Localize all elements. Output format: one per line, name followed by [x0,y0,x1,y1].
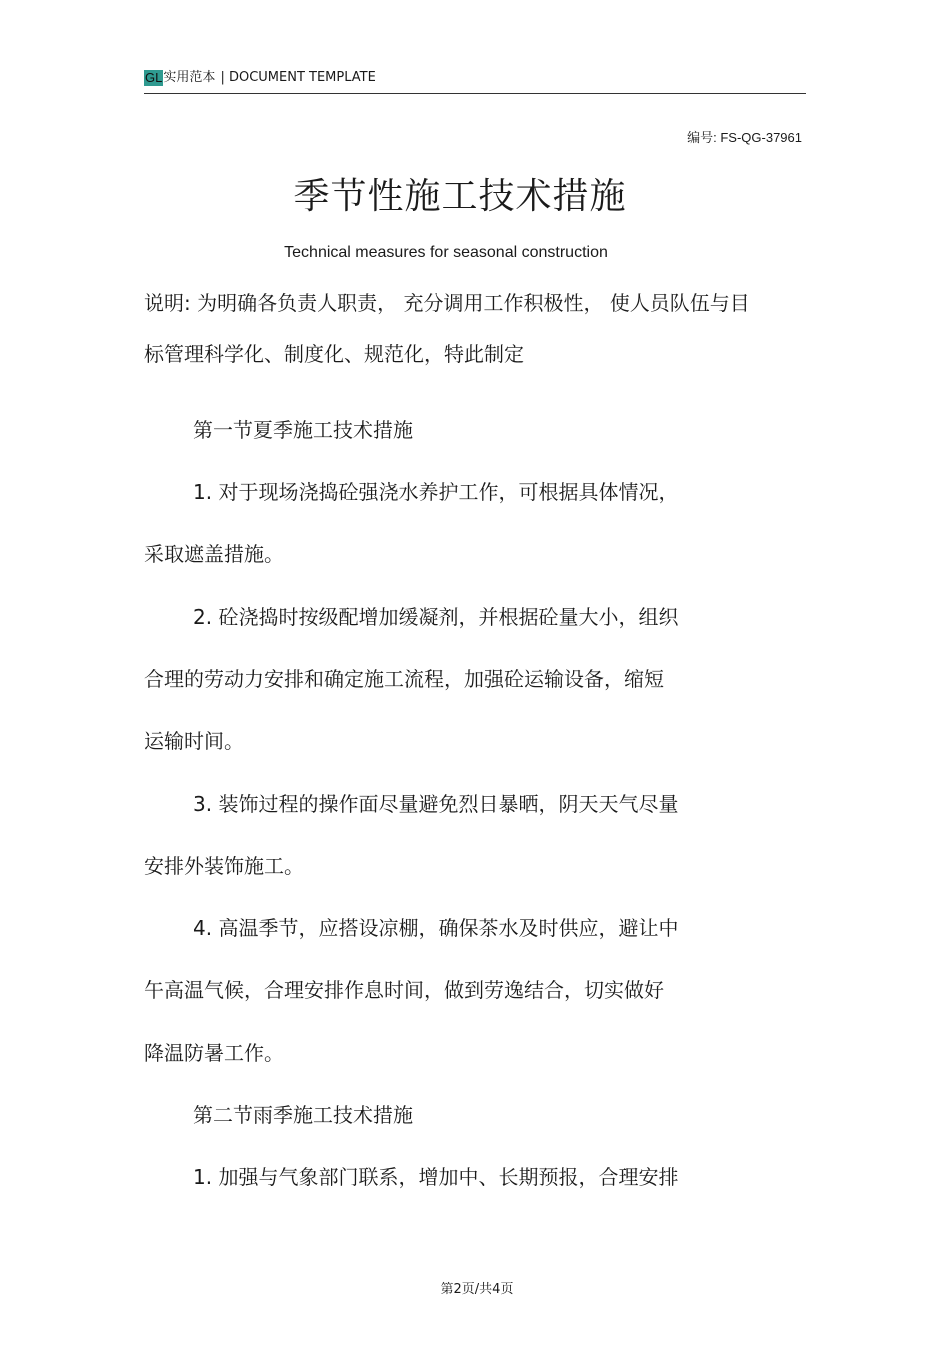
body-line: 1. 对于现场浇捣砼强浇水养护工作，可根据具体情况， [193,480,679,504]
body-line: 4. 高温季节，应搭设凉棚，确保茶水及时供应，避让中 [193,916,679,940]
logo: GL [145,70,163,85]
document-number: 编号: FS-QG-37961 [687,130,802,145]
body-line: 合理的劳动力安排和确定施工流程，加强砼运输设备，缩短 [144,667,664,691]
document-subtitle: Technical measures for seasonal construction [284,244,608,261]
body-line: 采取遮盖措施。 [144,542,284,566]
body-line: 降温防暑工作。 [144,1041,284,1065]
body-line: 2. 砼浇捣时按级配增加缓凝剂，并根据砼量大小，组织 [193,605,679,629]
document-title: 季节性施工技术措施 [293,176,627,217]
section-heading: 第二节雨季施工技术措施 [193,1103,413,1127]
body-line: 标管理科学化、制度化、规范化，特此制定 [144,342,524,366]
section-heading: 第一节夏季施工技术措施 [193,418,413,442]
header-title-en: | DOCUMENT TEMPLATE [220,70,376,85]
page-number: 第2页/共4页 [440,1282,514,1297]
page-header [144,70,806,94]
body-line: 运输时间。 [144,729,244,753]
body-line: 安排外装饰施工。 [144,854,304,878]
body-line: 1. 加强与气象部门联系，增加中、长期预报，合理安排 [193,1165,679,1189]
body-line: 午高温气候，合理安排作息时间，做到劳逸结合，切实做好 [144,978,664,1002]
body-line: 3. 装饰过程的操作面尽量避免烈日暴晒，阴天天气尽量 [193,792,679,816]
body-line: 说明: 为明确各负责人职责， 充分调用工作积极性， 使人员队伍与目 [144,291,750,315]
header-title-cn: 实用范本 [163,70,216,85]
